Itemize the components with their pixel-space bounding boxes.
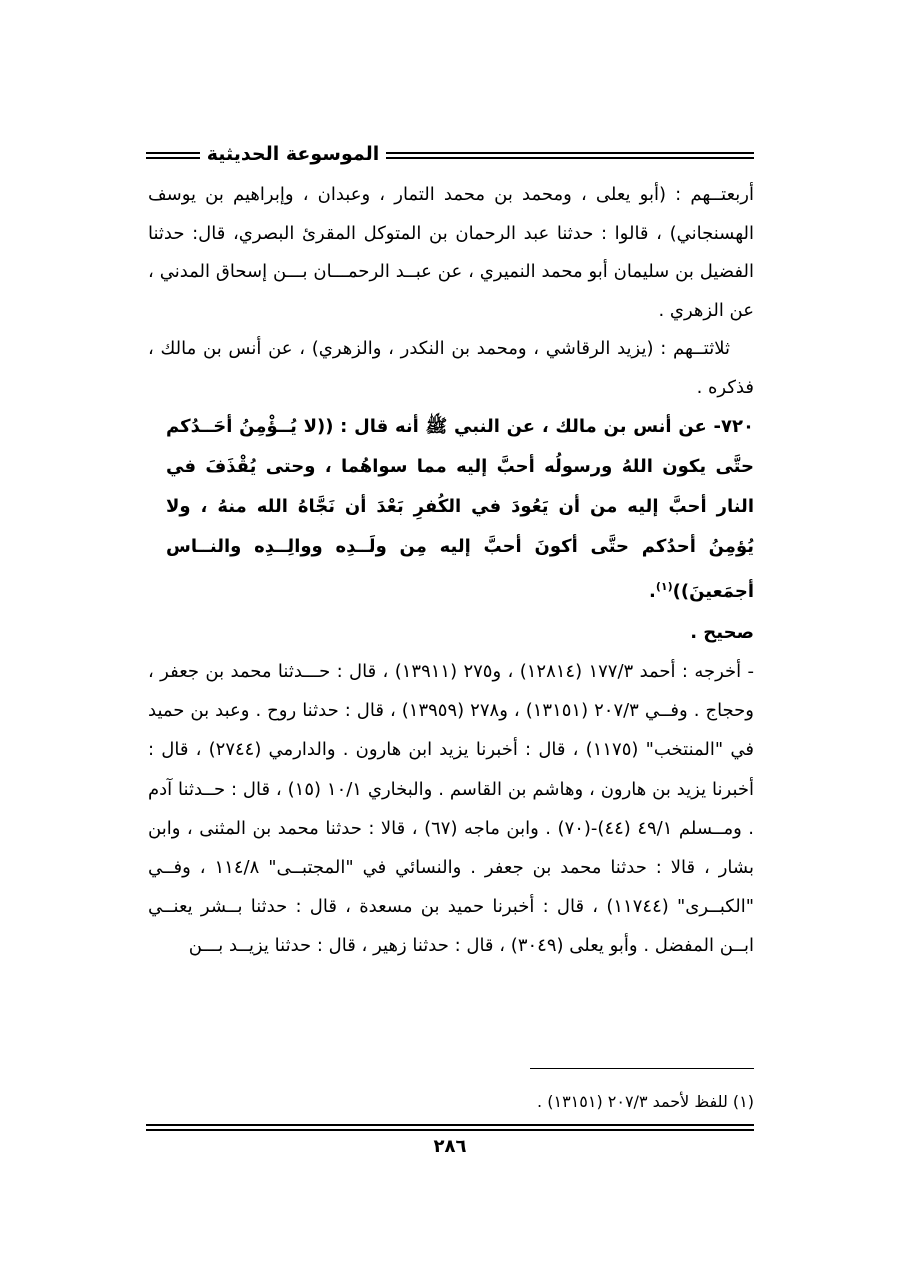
running-header-title: الموسوعة الحديثية — [206, 143, 380, 165]
header-rule-left — [146, 152, 200, 159]
chain-paragraph-1: أربعتــهم : (أبو يعلى ، ومحمد بن محمد التمار ، وعبدان ، وإبراهيم بن يوسف الهسنجاني) ، قالوا : حدثنا عبد الرحمان بن المتوكل المقرئ البصري، قال: حدثنا الفضيل بن سليمان أبو محمد النميري ، عن عبــد الرحمـــان بـــن إسحاق المدني ، عن الزهري . — [148, 184, 754, 321]
chain-paragraph-2: ثلاثتــهم : (يزيد الرقاشي ، ومحمد بن النكدر ، والزهري) ، عن أنس بن مالك ، فذكره . — [148, 338, 754, 398]
page-number: ٢٨٦ — [433, 1136, 467, 1157]
footnote-marker: (١) — [655, 580, 673, 593]
hadith-body: ٧٢٠- عن أنس بن مالك ، عن النبي ﷺ أنه قال : ((لا يُــؤْمِنُ أحَــدُكم حتَّى يكون اللهُ ورسولُه أحبَّ إليه مما سواهُما ، وحتى يُقْذَفَ في النار أحبَّ إليه من أن يَعُودَ في الكُفرِ بَعْدَ أن نَجَّاهُ الله منهُ ، ولا يُؤمِنُ أحدُكم حتَّى أكونَ أحبَّ إليه مِن ولَــدِه ووالِــدِه والنــاس أجمَعينَ)) — [166, 416, 754, 602]
hadith-text — [148, 407, 754, 612]
footnote-separator — [530, 1068, 754, 1069]
header-rule-right — [386, 152, 754, 159]
page-body — [148, 176, 754, 966]
hadith-grade: صحيح . — [690, 622, 754, 643]
footer-rule — [146, 1124, 754, 1131]
hadith-end: . — [649, 581, 656, 602]
takhrij-paragraph: - أخرجه : أحمد ١٧٧/٣ (١٢٨١٤) ، و٢٧٥ (١٣٩١١) ، قال : حـــدثنا محمد بن جعفر ، وحجاج . وفــي ٢٠٧/٣ (١٣١٥١) ، و٢٧٨ (١٣٩٥٩) ، قال : حدثنا روح . وعبد بن حميد في "المنتخب" (١١٧٥) ، قال : أخبرنا يزيد ابن هارون . والدارمي (٢٧٤٤) ، قال : أخبرنا يزيد بن هارون ، وهاشم بن القاسم . والبخاري ١٠/١ (١٥) ، قال : حــدثنا آدم . ومــسلم ٤٩/١ (٤٤)-(٧٠) . وابن ماجه (٦٧) ، قالا : حدثنا محمد بن المثنى ، وابن بشار ، قالا : حدثنا محمد بن جعفر . والنسائي في "المجتبــى" ١١٤/٨ ، وفــي "الكبــرى" (١١٧٤٤) ، قال : أخبرنا حميد بن مسعدة ، قال : حدثنا بــشر يعنــي ابــن المفضل . وأبو يعلى (٣٠٤٩) ، قال : حدثنا زهير ، قال : حدثنا يزيــد بـــن — [148, 661, 755, 957]
footnote-text: (١) للفظ لأحمد ٢٠٧/٣ (١٣١٥١) . — [537, 1092, 754, 1111]
